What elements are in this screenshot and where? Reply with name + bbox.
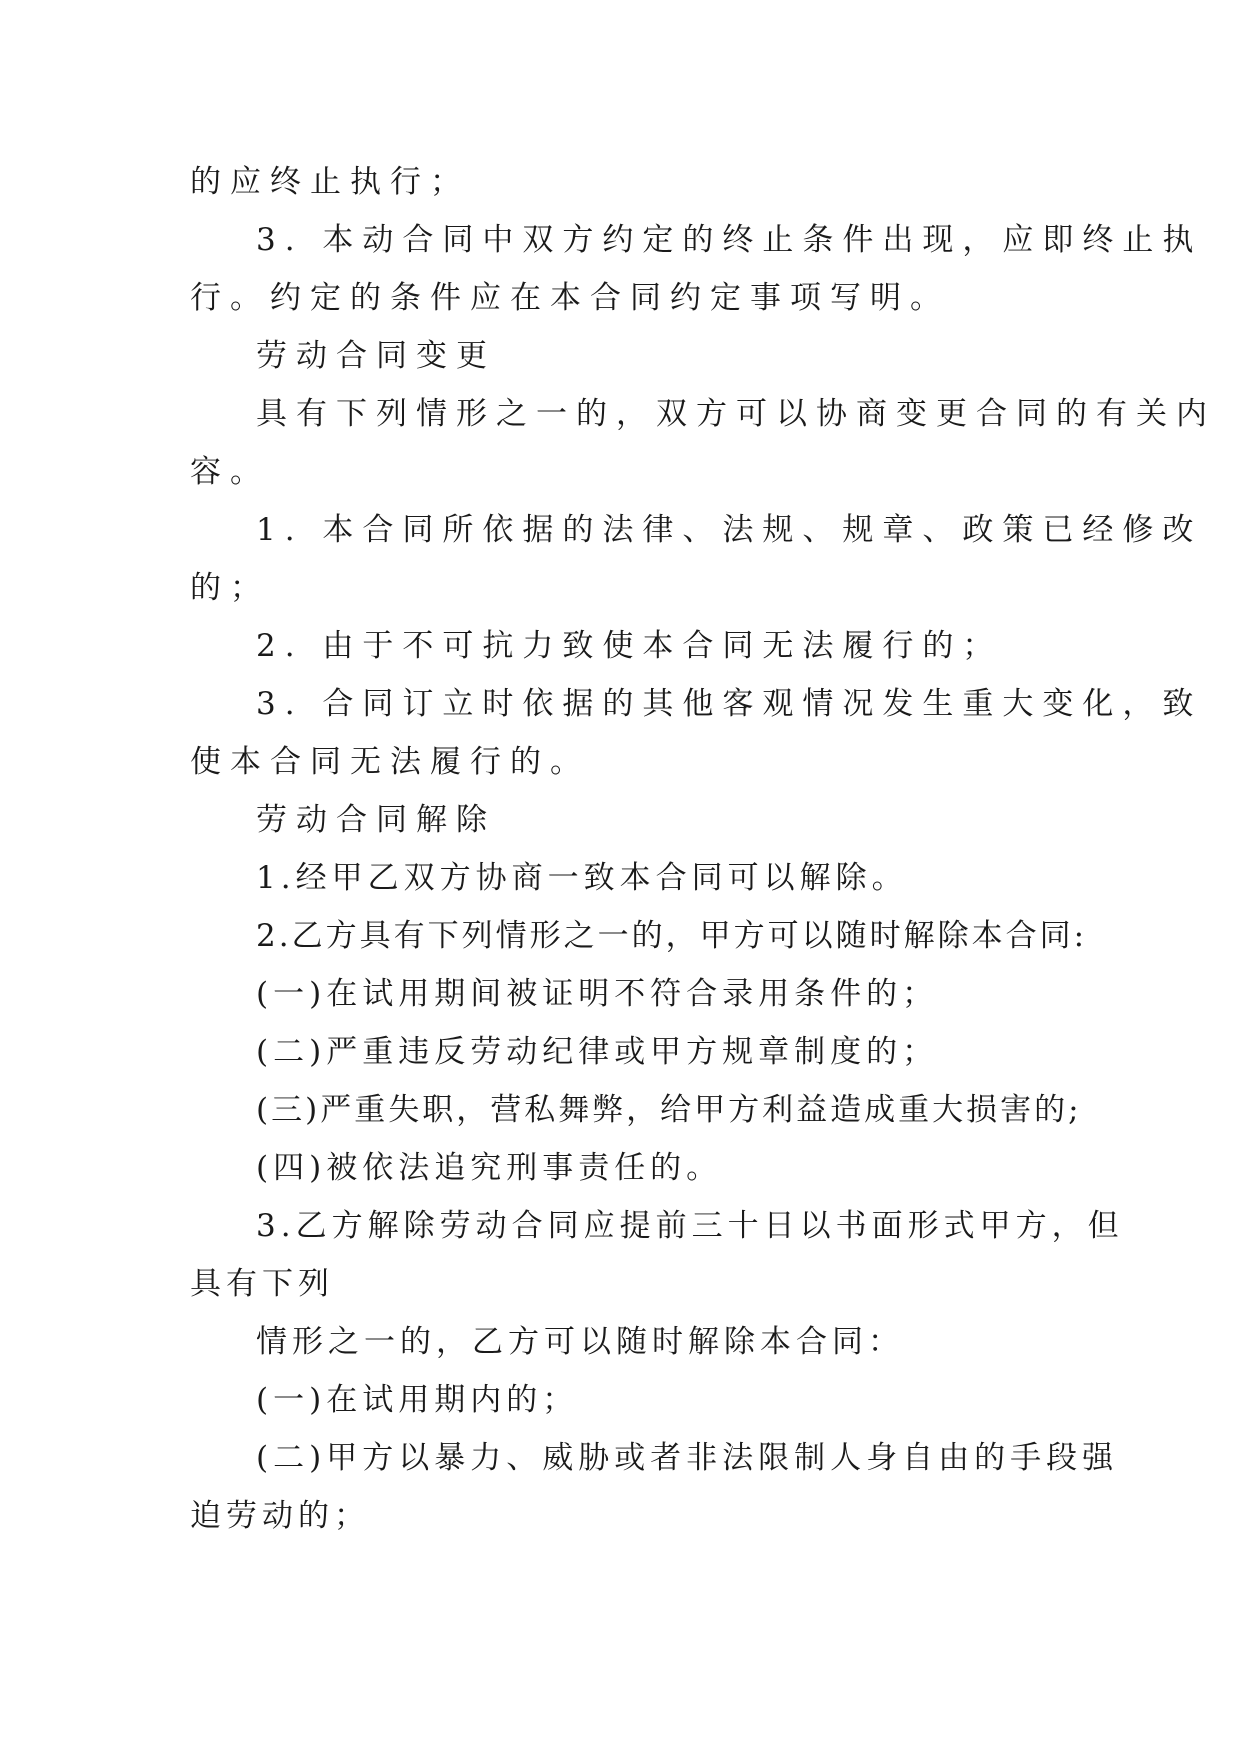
list-item: (一)在试用期间被证明不符合录用条件的； [256, 976, 939, 1012]
text-line: 3.乙方解除劳动合同应提前三十日以书面形式甲方，但 [256, 1208, 1124, 1244]
text-line: 容。 [190, 454, 270, 490]
text-line: 1.经甲乙双方协商一致本合同可以解除。 [256, 860, 908, 896]
text-line: 行。约定的条件应在本合同约定事项写明。 [190, 280, 950, 316]
text-line: 情形之一的，乙方可以随时解除本合同： [256, 1324, 904, 1360]
list-item: (二)严重违反劳动纪律或甲方规章制度的； [256, 1034, 939, 1070]
text-line: 具有下列 [190, 1266, 334, 1302]
list-item: (四)被依法追究刑事责任的。 [256, 1150, 723, 1186]
text-line: 1. 本合同所依据的法律、法规、规章、政策已经修改 [256, 512, 1203, 548]
list-item: (三)严重失职，营私舞弊，给甲方利益造成重大损害的; [256, 1092, 1082, 1128]
list-item: (二)甲方以暴力、威胁或者非法限制人身自由的手段强 [256, 1440, 1119, 1476]
text-line: 3. 合同订立时依据的其他客观情况发生重大变化，致 [256, 686, 1203, 722]
section-heading: 劳动合同解除 [256, 802, 496, 838]
text-line: 3. 本动合同中双方约定的终止条件出现，应即终止执 [256, 222, 1203, 258]
text-line: 使本合同无法履行的。 [190, 744, 590, 780]
text-line: 2.乙方具有下列情形之一的，甲方可以随时解除本合同: [256, 918, 1088, 954]
list-item: (一)在试用期内的； [256, 1382, 579, 1418]
section-heading: 劳动合同变更 [256, 338, 496, 374]
text-line: 具有下列情形之一的，双方可以协商变更合同的有关内 [256, 396, 1216, 432]
text-line: 2. 由于不可抗力致使本合同无法履行的； [256, 628, 1003, 664]
text-line: 迫劳动的； [190, 1498, 370, 1534]
text-line: 的应终止执行； [190, 164, 470, 200]
text-line: 的； [190, 570, 270, 606]
